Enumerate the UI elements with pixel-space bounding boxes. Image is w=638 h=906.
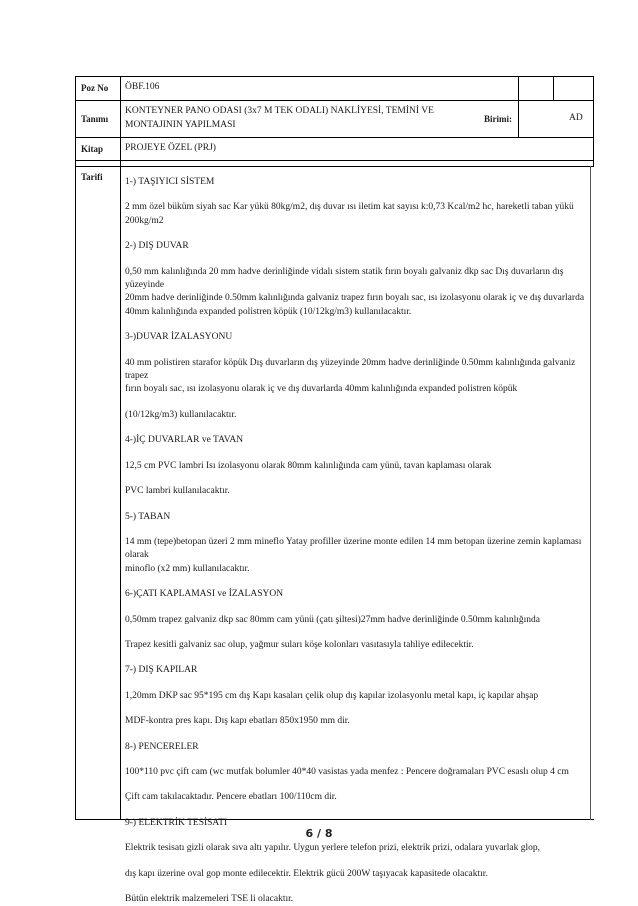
row-divider bbox=[75, 166, 594, 167]
tanimi-line: KONTEYNER PANO ODASI (3x7 M TEK ODALI) NAKLİYESİ, TEMİNİ VE bbox=[125, 106, 434, 116]
paragraph-line: 0,50mm trapez galvaniz dkp sac 80mm cam yünü (çatı şiltesi)27mm hadve derinliğinde 0.50mm kalınlığında bbox=[125, 614, 540, 625]
poz-no-label: Poz No bbox=[81, 83, 109, 93]
paragraph-line: 0,50 mm kalınlığında 20 mm hadve derinliğinde vidalı sistem statik fırın boyalı galvaniz dkp sac Dış duvarların dış yüzeyinde bbox=[125, 266, 564, 291]
column-divider bbox=[518, 76, 519, 137]
paragraph-line: 14 mm (tepe)betopan üzeri 2 mm mineflo Yatay profiller üzerine monte edilen 14 mm betopan üzerine zemin kaplaması olarak bbox=[125, 536, 582, 561]
table-border-top bbox=[75, 76, 594, 77]
paragraph-line: 2 mm özel büküm siyah sac Kar yükü 80kg/m2, dış duvar ısı iletim kat sayısı k:0,73 Kcal/m2 hc, hareketli taban yükü bbox=[125, 202, 574, 213]
paragraph-line: Elektrik tesisatı gizli olarak sıva altı yapılır. Uygun yerlere telefon prizi, elektrik prizi, odalara yuvarlak glop, bbox=[125, 843, 540, 854]
column-divider bbox=[553, 76, 554, 100]
paragraph-line: 20mm hadve derinliğinde 0.50mm kalınlığında galvaniz trapez fırın boyalı sac, ısı izolasyonu olarak iç ve dış duvarlarda bbox=[125, 293, 585, 304]
paragraph-line: PVC lambri kullanılacaktır. bbox=[125, 486, 230, 497]
table-border-right bbox=[593, 76, 594, 167]
paragraph-line: 40 mm polistiren starafor köpük Dış duvarların dış yüzeyinde 20mm hadve derinliğinde 0.50mm kalınlığında galvaniz trapez bbox=[125, 357, 576, 382]
paragraph-line: 200kg/m2 bbox=[125, 215, 164, 226]
paragraph-line: Çift cam takılacaktadır. Pencere ebatları 100/110cm dir. bbox=[125, 792, 337, 803]
paragraph-line: dış kapı üzerine oval gop monte edilecektir. Elektrik gücü 200W taşıyacak kapasitede olacaktır. bbox=[125, 868, 488, 879]
section-title: 9-) ELEKTRİK TESİSATI bbox=[125, 817, 228, 828]
paragraph-line: 40mm kalınlığında expanded polistren köpük (10/12kg/m3) kullanılacaktır. bbox=[125, 306, 412, 317]
section-title: 1-) TAŞIYICI SİSTEM bbox=[125, 177, 215, 187]
tanimi-label: Tanımı bbox=[81, 114, 109, 124]
paragraph-line: fırın boyalı sac, ısı izolasyonu olarak iç ve dış duvarlarda 40mm kalınlığında expanded polistren köpük bbox=[125, 384, 518, 395]
paragraph-line: Trapez kesitli galvaniz sac olup, yağmur suları köşe kolonları vasıtasıyla tahliye edilecektir. bbox=[125, 639, 474, 650]
tarif-body bbox=[125, 176, 593, 906]
row-divider bbox=[75, 137, 594, 138]
paragraph-line: 12,5 cm PVC lambri Isı izolasyonu olarak 80mm kalınlığında cam yünü, tavan kaplaması olarak bbox=[125, 460, 492, 471]
section-title: 5-) TABAN bbox=[125, 511, 171, 522]
paragraph-line: Bütün elektrik malzemeleri TSE li olacaktır. bbox=[125, 894, 294, 904]
tarifi-label: Tarifi bbox=[81, 172, 103, 182]
tanimi-value bbox=[125, 104, 434, 132]
poz-no-value: ÖBF.106 bbox=[125, 82, 160, 92]
tanimi-line: MONTAJININ YAPILMASI bbox=[125, 120, 236, 130]
section-title: 8-) PENCERELER bbox=[125, 741, 199, 752]
paragraph-line: 1,20mm DKP sac 95*195 cm dış Kapı kasaları çelik olup dış kapılar izolasyonlu metal kapı, iç kapılar ahşap bbox=[125, 690, 539, 701]
birimi-label: Birimi: bbox=[484, 114, 512, 124]
row-divider bbox=[75, 100, 594, 101]
section-title: 4-)İÇ DUVARLAR ve TAVAN bbox=[125, 435, 244, 446]
table-border-left bbox=[75, 76, 76, 820]
section-title: 3-)DUVAR İZALASYONU bbox=[125, 332, 233, 343]
paragraph-line: minoflo (x2 mm) kullanılacaktır. bbox=[125, 563, 250, 574]
page-number: 6 / 8 bbox=[305, 827, 333, 840]
paragraph-line: MDF-kontra pres kapı. Dış kapı ebatları 850x1950 mm dir. bbox=[125, 716, 350, 727]
column-divider bbox=[120, 76, 121, 820]
section-title: 2-) DIŞ DUVAR bbox=[125, 241, 189, 252]
paragraph-line: (10/12kg/m3) kullanılacaktır. bbox=[125, 409, 237, 420]
kitap-value: PROJEYE ÖZEL (PRJ) bbox=[125, 143, 216, 153]
birimi-value: AD bbox=[569, 113, 583, 123]
section-title: 6-)ÇATI KAPLAMASI ve İZALASYON bbox=[125, 589, 284, 600]
paragraph-line: 100*110 pvc çift cam (wc mutfak bolumler 40*40 vasistas yada menfez : Pencere doğramaları PVC esaslı olup 4 cm bbox=[125, 766, 569, 777]
row-divider bbox=[75, 160, 594, 161]
section-title: 7-) DIŞ KAPILAR bbox=[125, 665, 198, 676]
kitap-label: Kitap bbox=[81, 144, 104, 154]
